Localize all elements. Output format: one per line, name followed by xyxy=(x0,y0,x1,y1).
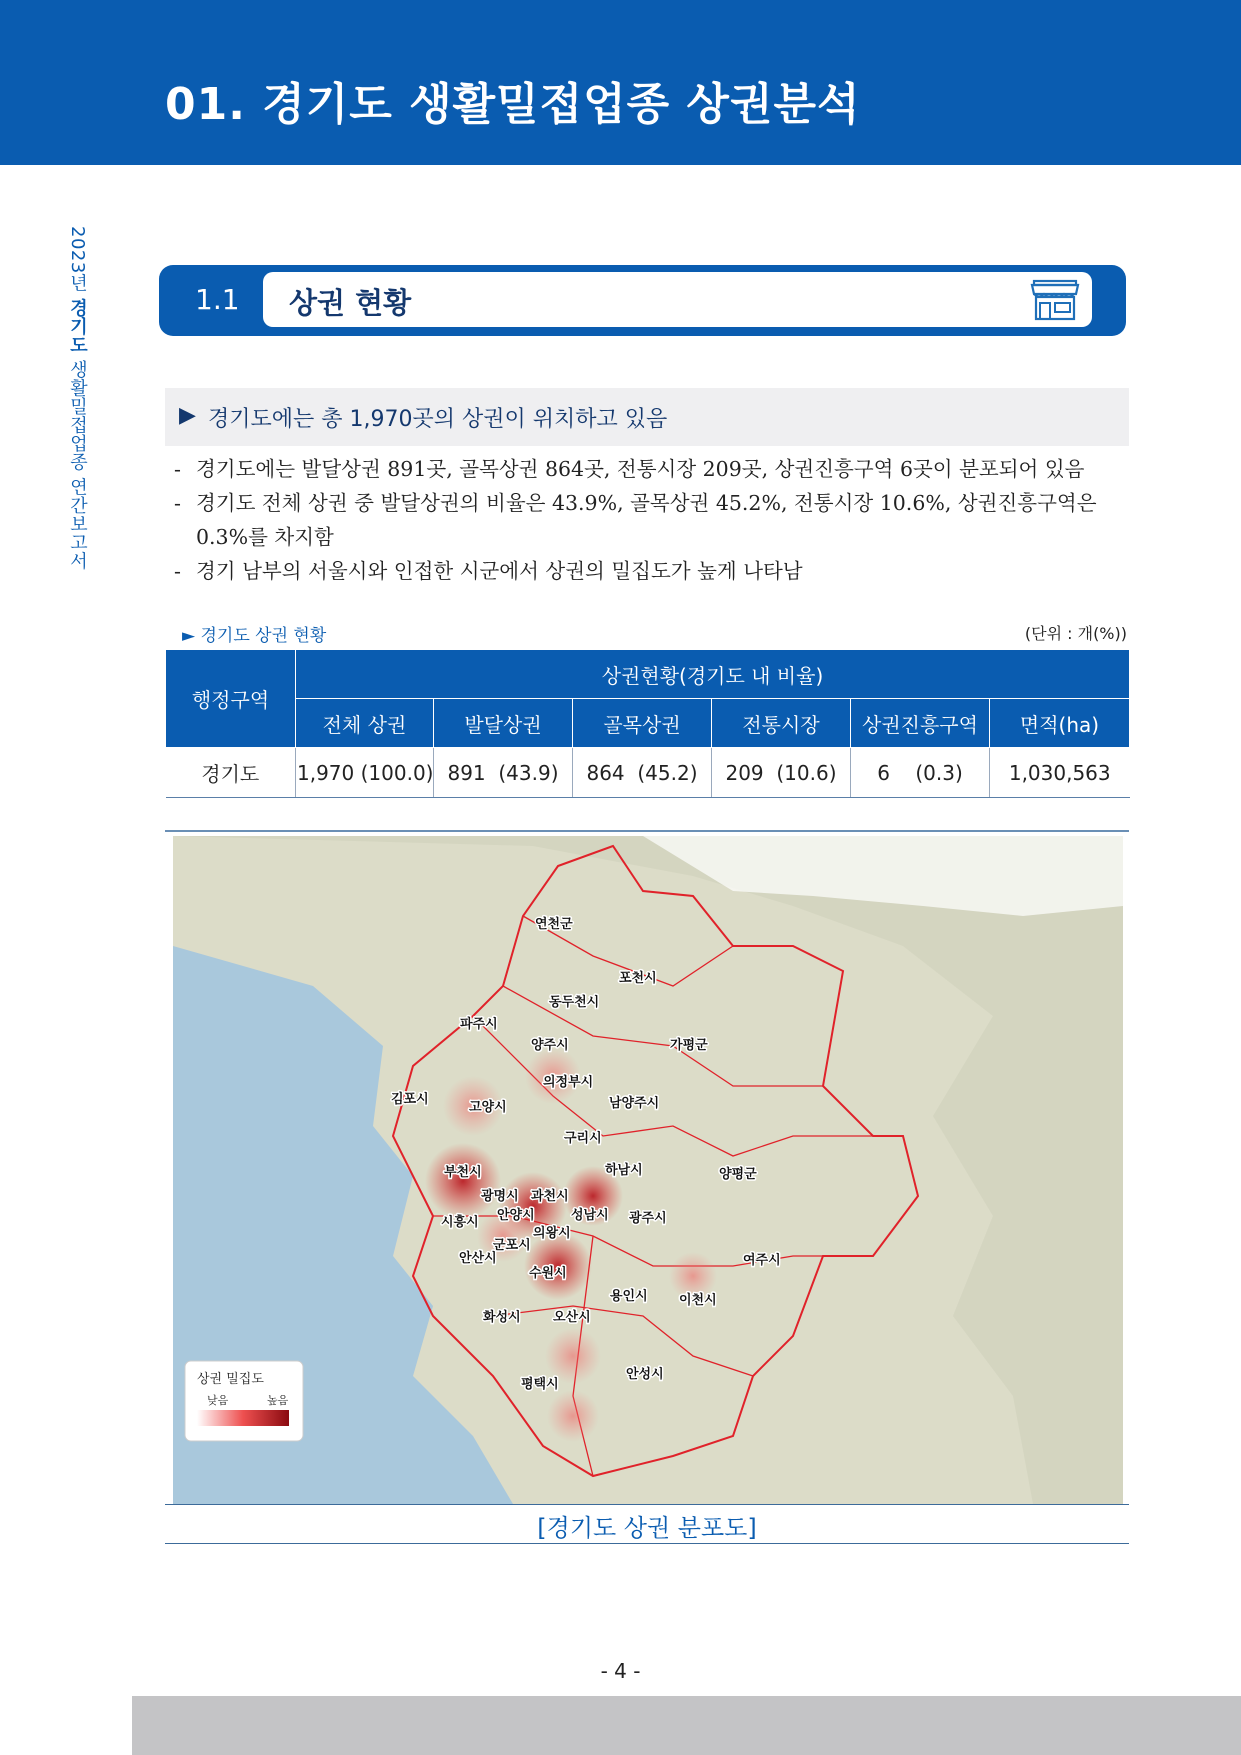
header-developed: 발달상권 xyxy=(434,699,573,748)
map-label: 여주시 xyxy=(743,1253,781,1268)
summary-box xyxy=(165,388,1129,446)
table-subheader-row xyxy=(166,699,1130,748)
header-region: 행정구역 xyxy=(166,650,296,748)
bullet-item xyxy=(172,554,1132,588)
summary-text: 경기도에는 총 1,970곳의 상권이 위치하고 있음 xyxy=(208,407,668,432)
cell-total: 1,970 (100.0) xyxy=(296,748,434,798)
caption-top-rule xyxy=(165,1504,1129,1505)
map-label: 하남시 xyxy=(605,1163,643,1178)
section-title: 상권 현황 xyxy=(289,286,412,320)
table-caption: ► 경기도 상권 현황 xyxy=(182,626,327,646)
map-label: 파주시 xyxy=(460,1017,498,1032)
cell-region: 경기도 xyxy=(166,748,296,798)
store-icon xyxy=(1030,279,1080,321)
map-label: 수원시 xyxy=(529,1266,567,1281)
cell-alley: 864 (45.2) xyxy=(573,748,712,798)
map-label: 안산시 xyxy=(459,1251,497,1266)
legend-title: 상권 밀집도 xyxy=(197,1372,264,1387)
cell-developed: 891 (43.9) xyxy=(434,748,573,798)
map-label: 이천시 xyxy=(679,1293,717,1308)
header-group: 상권현황(경기도 내 비율) xyxy=(296,650,1130,699)
table-row xyxy=(166,748,1130,798)
map-legend xyxy=(185,1361,303,1441)
cell-promotion-zone: 6 (0.3) xyxy=(851,748,990,798)
summary-arrow-icon: ▶ xyxy=(179,403,196,428)
legend-high: 높음 xyxy=(267,1394,289,1407)
map-label: 양평군 xyxy=(719,1167,757,1182)
cell-traditional-market: 209 (10.6) xyxy=(712,748,851,798)
map-label: 광주시 xyxy=(629,1211,667,1226)
side-label-rest: 생활밀접업종 연간보고서 xyxy=(67,360,88,571)
header-promotion-zone: 상권진흥구역 xyxy=(851,699,990,748)
legend-gradient xyxy=(197,1410,289,1426)
bullet-list xyxy=(172,452,1132,588)
map-label: 의왕시 xyxy=(533,1226,571,1241)
bullet-item xyxy=(172,452,1132,486)
map-label: 안양시 xyxy=(497,1208,535,1223)
chapter-title: 01. 경기도 생활밀접업종 상권분석 xyxy=(165,79,861,130)
map-label: 군포시 xyxy=(493,1238,531,1253)
map-label: 남양주시 xyxy=(609,1096,660,1111)
table-header-row xyxy=(166,650,1130,699)
side-report-label xyxy=(64,226,90,570)
map-label: 성남시 xyxy=(571,1208,609,1223)
map-label: 포천시 xyxy=(619,971,657,986)
map-label: 용인시 xyxy=(610,1289,648,1304)
bullet-text: 경기 남부의 서울시와 인접한 시군에서 상권의 밀집도가 높게 나타남 xyxy=(196,559,803,583)
heat-spot xyxy=(545,1328,601,1384)
commercial-district-table xyxy=(165,649,1130,798)
page-number: - 4 - xyxy=(600,1659,641,1683)
map-label: 고양시 xyxy=(469,1100,507,1115)
map-label: 부천시 xyxy=(444,1165,482,1180)
map-label: 의정부시 xyxy=(543,1075,594,1090)
section-header xyxy=(159,265,1126,336)
bullet-item xyxy=(172,486,1132,554)
map-label: 구리시 xyxy=(564,1131,602,1146)
map-frame xyxy=(165,830,1129,1546)
map-caption: [경기도 상권 분포도] xyxy=(537,1514,757,1542)
map-label: 평택시 xyxy=(521,1377,559,1392)
caption-bottom-rule xyxy=(165,1543,1129,1544)
header-band xyxy=(0,0,1241,165)
bullet-text: 경기도에는 발달상권 891곳, 골목상권 864곳, 전통시장 209곳, 상권진흥구역 6곳이 분포되어 있음 xyxy=(196,457,1085,481)
heat-spot xyxy=(425,1143,501,1219)
map-label: 시흥시 xyxy=(441,1215,479,1230)
footer-band xyxy=(132,1696,1241,1755)
header-total: 전체 상권 xyxy=(296,699,434,748)
map-label: 김포시 xyxy=(391,1092,429,1107)
bullet-dash: - xyxy=(174,559,181,583)
map-label: 안성시 xyxy=(626,1367,664,1382)
map-label: 동두천시 xyxy=(549,995,600,1010)
distribution-map xyxy=(173,836,1123,1504)
header-area: 면적(ha) xyxy=(990,699,1130,748)
cell-area: 1,030,563 xyxy=(990,748,1130,798)
bullet-dash: - xyxy=(174,491,181,515)
bullet-dash: - xyxy=(174,457,181,481)
side-label-bold: 경기도 xyxy=(67,298,88,355)
map-label: 양주시 xyxy=(531,1038,569,1053)
heat-spot xyxy=(547,1390,599,1442)
map-label: 화성시 xyxy=(483,1310,521,1325)
side-label-year: 2023년 xyxy=(67,226,88,293)
section-title-box xyxy=(263,272,1092,327)
section-number: 1.1 xyxy=(195,283,240,316)
map-label: 가평군 xyxy=(670,1038,708,1053)
map-label: 오산시 xyxy=(553,1310,591,1325)
map-label: 과천시 xyxy=(531,1189,569,1204)
legend-low: 낮음 xyxy=(207,1394,229,1407)
bullet-text: 경기도 전체 상권 중 발달상권의 비율은 43.9%, 골목상권 45.2%, 전통시장 10.6%, 상권진흥구역은 0.3%를 차지함 xyxy=(196,491,1097,549)
map-label: 연천군 xyxy=(535,917,573,932)
unit-label: (단위 : 개(%)) xyxy=(1024,624,1127,643)
map-label: 광명시 xyxy=(481,1189,519,1204)
header-alley: 골목상권 xyxy=(573,699,712,748)
header-traditional-market: 전통시장 xyxy=(712,699,851,748)
